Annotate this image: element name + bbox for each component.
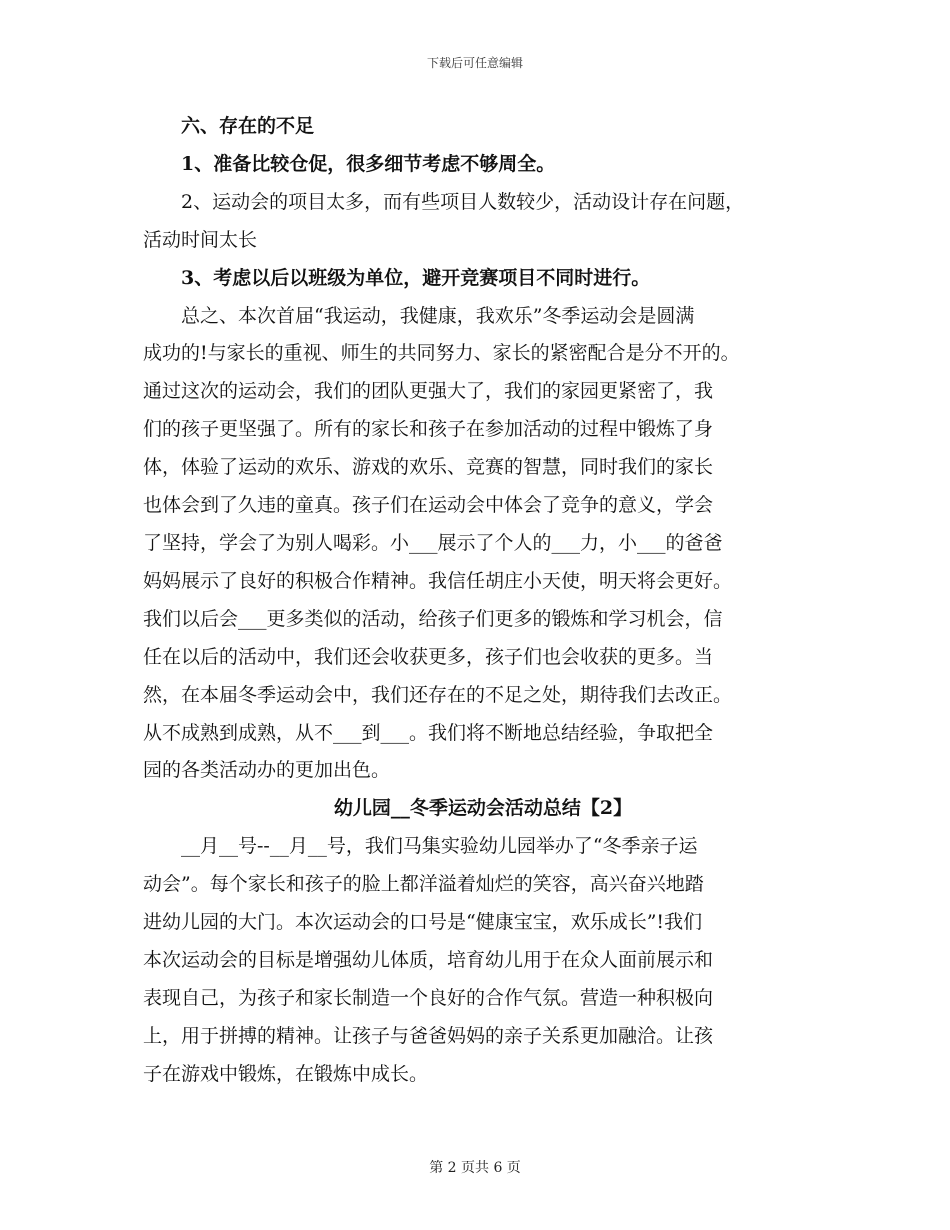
part2-paragraph bbox=[143, 828, 823, 1093]
summary-line: 园的各类活动办的更加出色。 bbox=[143, 759, 391, 782]
part2-line: 进幼儿园的大门。本次运动会的口号是“健康宝宝，欢乐成长”!我们 bbox=[143, 911, 703, 934]
document-body bbox=[143, 108, 823, 1094]
summary-line: 通过这次的运动会，我们的团队更强大了，我们的家园更紧密了，我 bbox=[143, 380, 714, 403]
deficiency-item-1: 1、准备比较仓促，很多细节考虑不够周全。 bbox=[181, 152, 556, 175]
page-header: 下载后可任意编辑 bbox=[426, 56, 523, 70]
summary-line: 妈妈展示了良好的积极合作精神。我信任胡庄小天使，明天将会更好。 bbox=[143, 569, 733, 592]
part2-line: 表现自己，为孩子和家长制造一个良好的合作气氛。营造一种积极向 bbox=[143, 986, 714, 1009]
summary-line: 总之、本次首届“我运动，我健康，我欢乐”冬季运动会是圆满 bbox=[181, 304, 695, 327]
summary-line: 们的孩子更坚强了。所有的家长和孩子在参加活动的过程中锻炼了身 bbox=[143, 418, 714, 441]
part2-line: __月__号--__月__号，我们马集实验幼儿园举办了“冬季亲子运 bbox=[181, 835, 698, 858]
section-heading: 六、存在的不足 bbox=[181, 115, 315, 137]
summary-line: 从不成熟到成熟，从不___到___。我们将不断地总结经验，争取把全 bbox=[143, 721, 714, 744]
summary-line: 成功的!与家长的重视、师生的共同努力、家长的紧密配合是分不开的。 bbox=[143, 342, 740, 365]
part2-line: 动会”。每个家长和孩子的脸上都洋溢着灿烂的笑容，高兴奋兴地踏 bbox=[143, 873, 704, 896]
deficiency-item-2 bbox=[143, 184, 823, 260]
summary-paragraph bbox=[143, 298, 823, 791]
page-footer: 第 2 页共 6 页 bbox=[429, 1160, 521, 1176]
summary-line: 我们以后会___更多类似的活动，给孩子们更多的锻炼和学习机会，信 bbox=[143, 607, 723, 630]
summary-line: 任在以后的活动中，我们还会收获更多，孩子们也会收获的更多。当 bbox=[143, 645, 714, 668]
part2-line: 子在游戏中锻炼，在锻炼中成长。 bbox=[143, 1062, 429, 1085]
summary-line: 了坚持，学会了为别人喝彩。小___展示了个人的___力，小___的爸爸 bbox=[143, 531, 723, 554]
part2-line: 上，用于拼搏的精神。让孩子与爸爸妈妈的亲子关系更加融洽。让孩 bbox=[143, 1024, 714, 1047]
deficiency-item-3: 3、考虑以后以班级为单位，避开竞赛项目不同时进行。 bbox=[181, 266, 651, 289]
summary-line: 然，在本届冬季运动会中，我们还存在的不足之处，期待我们去改正。 bbox=[143, 683, 733, 706]
part2-line: 本次运动会的目标是增强幼儿体质，培育幼儿用于在众人面前展示和 bbox=[143, 948, 714, 971]
deficiency-item-2-line: 2、运动会的项目太多，而有些项目人数较少，活动设计存在问题， bbox=[181, 190, 745, 213]
summary-line: 体，体验了运动的欢乐、游戏的欢乐、竞赛的智慧，同时我们的家长 bbox=[143, 456, 714, 479]
part2-title: 幼儿园__冬季运动会活动总结【2】 bbox=[333, 797, 633, 820]
summary-line: 也体会到了久违的童真。孩子们在运动会中体会了竞争的意义，学会 bbox=[143, 494, 714, 517]
deficiency-item-2-line: 活动时间太长 bbox=[143, 228, 258, 251]
